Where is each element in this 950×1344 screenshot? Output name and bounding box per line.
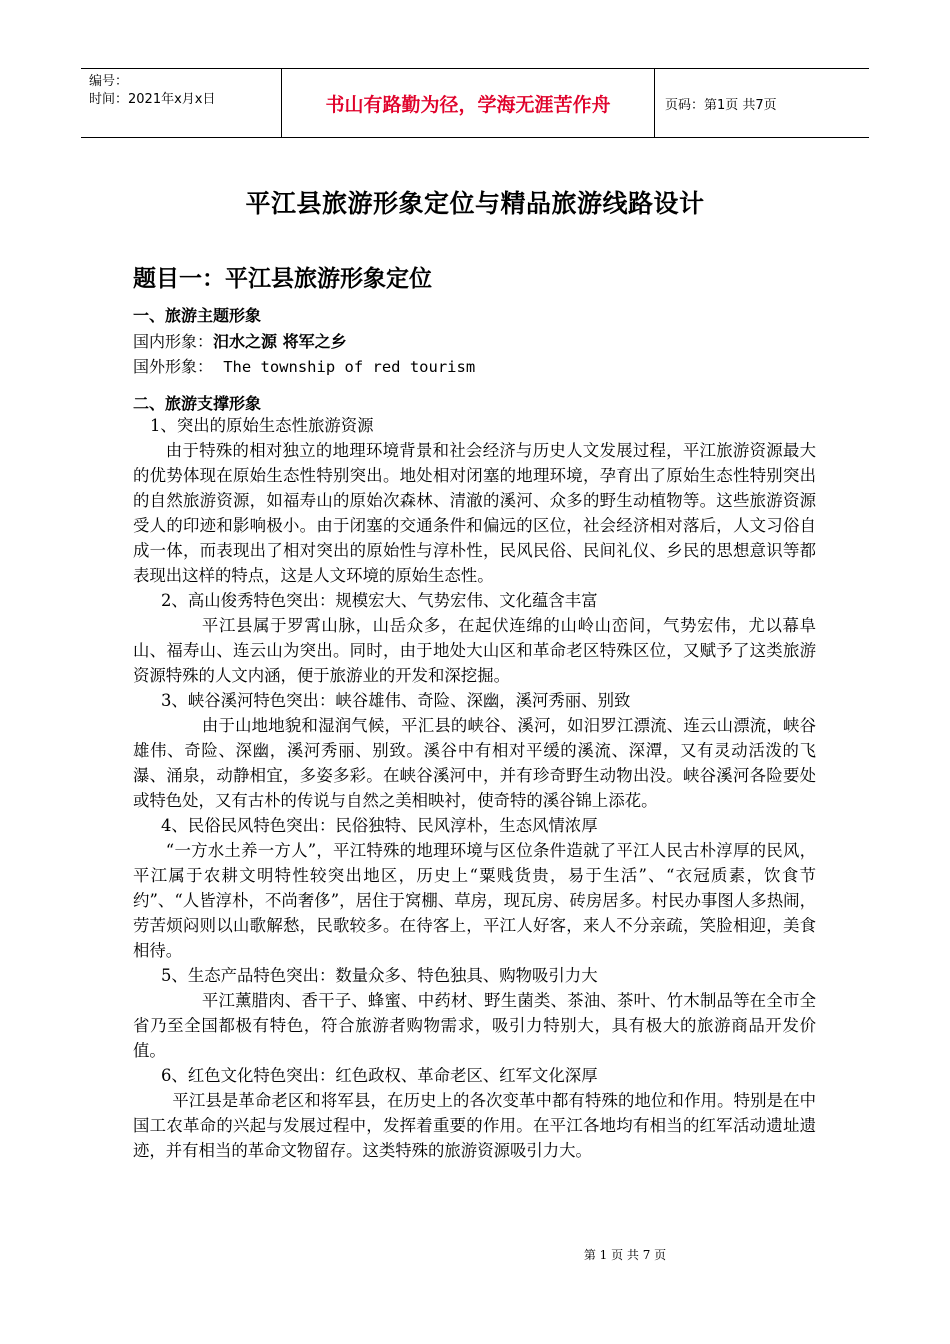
section2-content xyxy=(133,413,816,1163)
item-3-heading: 3、峡谷溪河特色突出：峡谷雄伟、奇险、深幽，溪河秀丽、别致 xyxy=(161,691,631,710)
item-2-heading: 2、高山俊秀特色突出：规模宏大、气势宏伟、文化蕴含丰富 xyxy=(161,591,598,610)
item-2-text: 平江县属于罗霄山脉，山岳众多，在起伏连绵的山岭山峦间，气势宏伟，尤以幕阜山、福寿山、连云山为突出。同时，由于地处大山区和革命老区特殊区位，又赋予了这类旅游资源特殊的人文内涵，便于旅游业的开发和深挖掘。 xyxy=(133,616,816,685)
domestic-label: 国内形象： xyxy=(133,332,214,351)
page-footer: 第 1 页 共 7 页 xyxy=(583,1248,667,1262)
document-title: 平江县旅游形象定位与精品旅游线路设计 xyxy=(245,189,705,218)
domestic-image-line xyxy=(133,329,347,352)
item-1-text: 由于特殊的相对独立的地理环境背景和社会经济与历史人文发展过程，平江旅游资源最大的优势体现在原始生态性特别突出。地处相对闭塞的地理环境，孕育出了原始生态性特别突出的自然旅游资源，如福寿山的原始次森林、清澈的溪河、众多的野生动植物等。这些旅游资源受人的印迹和影响极小。由于闭塞的交通条件和偏远的区位，社会经济相对落后，人文习俗自成一体，而表现出了相对突出的原始性与淳朴性，民风民俗、民间礼仪、乡民的思想意识等都表现出这样的特点，这是人文环境的原始生态性。 xyxy=(133,441,816,585)
item-4-text: “一方水土养一方人”，平江特殊的地理环境与区位条件造就了平江人民古朴淳厚的民风，平江属于农耕文明特性较突出地区，历史上“粟贱货贵，易于生活”、“衣冠质素，饮食节约”、“人皆淳朴，不尚奢侈”，居住于窝棚、草房，现瓦房、砖房居多。村民办事图人多热闹，劳苦烦闷则以山歌解愁，民歌较多。在待客上，平江人好客，来人不分亲疏，笑脸相迎，美食相待。 xyxy=(133,841,816,960)
section1-heading: 一、旅游主题形象 xyxy=(133,306,262,325)
foreign-value: The township of red tourism xyxy=(223,358,476,376)
number-label: 编号： xyxy=(89,74,129,89)
foreign-label: 国外形象： xyxy=(133,357,214,376)
item-6-text: 平江县是革命老区和将军县，在历史上的各次变革中都有特殊的地位和作用。特别是在中国工农革命的兴起与发展过程中，发挥着重要的作用。在平江各地均有相当的红军活动遗址遗迹，并有相当的革命文物留存。这类特殊的旅游资源吸引力大。 xyxy=(133,1091,816,1160)
header-meta xyxy=(81,69,281,137)
document-header xyxy=(81,68,869,138)
item-5-text: 平江薰腊肉、香干子、蜂蜜、中药材、野生菌类、茶油、茶叶、竹木制品等在全市全省乃至全国都极有特色，符合旅游者购物需求，吸引力特别大，具有极大的旅游商品开发价值。 xyxy=(133,991,816,1060)
foreign-image-line xyxy=(133,354,475,377)
header-motto: 书山有路勤为径，学海无涯苦作舟 xyxy=(281,69,655,137)
item-4-heading: 4、民俗民风特色突出：民俗独特、民风淳朴，生态风情浓厚 xyxy=(161,816,598,835)
time-label: 时间：2021年x月x日 xyxy=(89,92,216,107)
header-page-info: 页码：第1页 共7页 xyxy=(665,97,777,113)
item-3-text: 由于山地地貌和湿润气候，平汇县的峡谷、溪河，如汨罗江漂流、连云山漂流，峡谷雄伟、奇险、深幽，溪河秀丽、别致。溪谷中有相对平缓的溪流、深潭，又有灵动活泼的飞瀑、涌泉，动静相宜，多姿多彩。在峡谷溪河中，并有珍奇野生动物出没。峡谷溪河各险要处或特色处，又有古朴的传说与自然之美相映衬，使奇特的溪谷锦上添花。 xyxy=(133,716,816,810)
domestic-value: 汨水之源 将军之乡 xyxy=(213,332,347,351)
section2-heading: 二、旅游支撑形象 xyxy=(133,394,262,413)
topic-heading: 题目一：平江县旅游形象定位 xyxy=(133,266,432,292)
item-1-heading: 1、突出的原始生态性旅游资源 xyxy=(150,416,374,435)
item-6-heading: 6、红色文化特色突出：红色政权、革命老区、红军文化深厚 xyxy=(161,1066,598,1085)
item-5-heading: 5、生态产品特色突出：数量众多、特色独具、购物吸引力大 xyxy=(161,966,598,985)
